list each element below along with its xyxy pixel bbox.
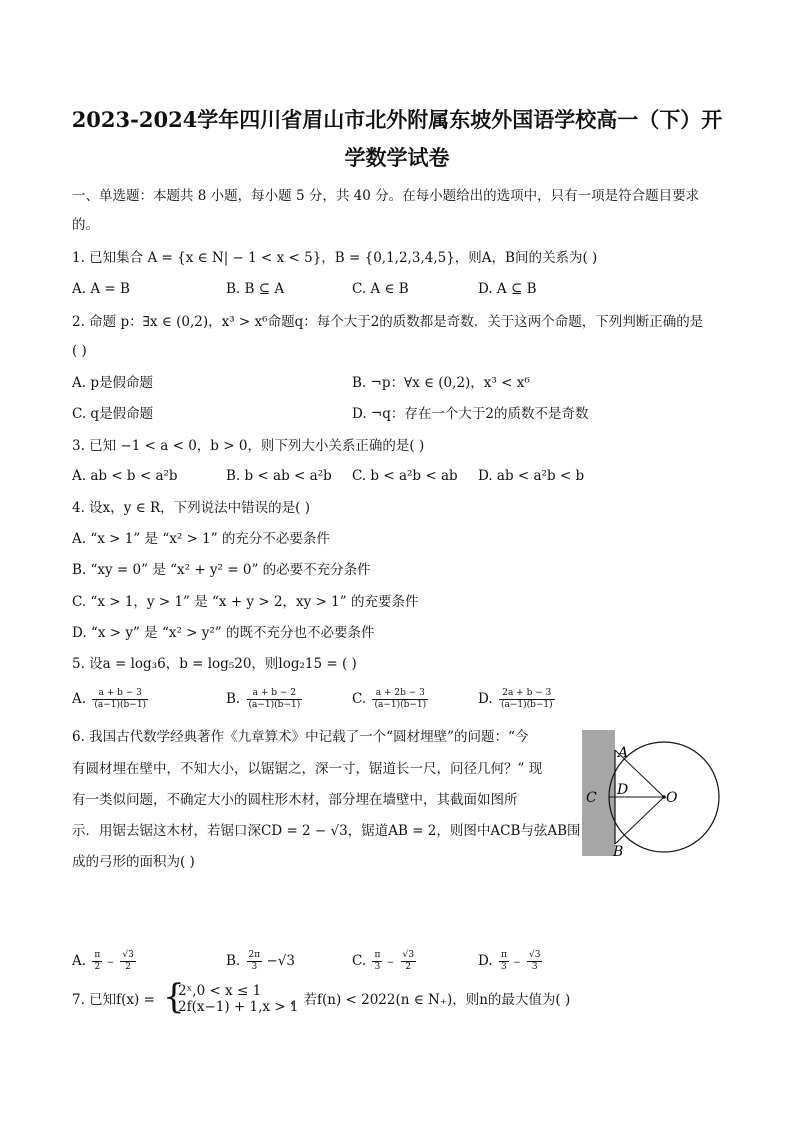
q5-option-c-numerator: a + 2b − 3 [372, 688, 428, 700]
q5-option-c-fraction [372, 688, 428, 711]
q4-stem: 4. 设x，y ∈ R，下列说法中错误的是( ) [72, 500, 310, 516]
q3-option-d: D. ab < a²b < b [478, 468, 585, 484]
q5-option-b-label: B. [226, 691, 241, 707]
section1-header-line1: 一、单选题：本题共 8 小题，每小题 5 分，共 40 分。在每小题给出的选项中，只有一项是符合题目要求 [72, 188, 700, 204]
q6-d-frac1-num: π [500, 950, 507, 960]
q5-stem: 5. 设a = log₃6，b = log₅20，则log₂15 = ( ) [72, 656, 357, 672]
q4-option-d: D. “x > y” 是 “x² > y²” 的既不充分也不必要条件 [72, 625, 375, 641]
q4-option-c: C. “x > 1，y > 1” 是 “x + y > 2，xy > 1” 的充要条件 [72, 594, 419, 610]
q6-stem-line4: 示．用锯去锯这木材，若锯口深CD = 2 − √3，锯道AB = 2，则图中ACB与弦AB围 [72, 823, 581, 839]
q6-stem-line5: 成的弓形的面积为( ) [72, 854, 195, 870]
q5-option-c-denominator: (a−1)(b−1) [374, 700, 427, 710]
q6-option-c-frac2 [401, 950, 416, 973]
q2-option-d: D. ¬q：存在一个大于2的质数不是奇数 [352, 406, 589, 422]
q1-stem: 1. 已知集合 A = {x ∈ N| − 1 < x < 5}，B = {0,1,2,3,4,5}，则A，B间的关系为( ) [72, 250, 598, 266]
q6-option-b-rest: −√3 [266, 953, 295, 969]
q5-option-a-denominator: (a−1)(b−1) [94, 700, 147, 710]
q6-option-d [478, 950, 542, 973]
q6-c-frac2-den: 2 [405, 962, 412, 972]
q1-option-d: D. A ⊆ B [478, 281, 537, 297]
q1-option-a: A. A = B [72, 281, 130, 297]
q6-c-frac1-den: 3 [374, 962, 381, 972]
label-b: B [613, 844, 624, 858]
q4-option-a: A. “x > 1” 是 “x² > 1” 的充分不必要条件 [72, 531, 330, 547]
q6-option-d-minus: − [513, 958, 521, 968]
q6-option-c [352, 950, 416, 973]
q6-b-frac1-num: 2π [248, 950, 261, 960]
q2-stem-line2: ( ) [72, 343, 87, 359]
q6-option-d-frac2 [527, 950, 542, 973]
q5-option-b [226, 688, 302, 711]
radius-ob [615, 797, 664, 844]
q7-piece1: 2ˣ,0 < x ≤ 1 [178, 983, 262, 999]
q6-d-frac1-den: 3 [501, 962, 507, 972]
q6-option-c-frac1 [372, 950, 382, 973]
q6-option-a-frac1 [92, 950, 102, 973]
q5-option-d-numerator: 2a + b − 3 [499, 688, 555, 700]
q5-option-a-fraction [92, 688, 148, 711]
q5-option-c [352, 688, 428, 711]
q6-stem-line3: 有一类似问题，不确定大小的圆柱形木材，部分埋在墙壁中，其截面如图所 [72, 792, 518, 808]
q3-stem: 3. 已知 −1 < a < 0，b > 0，则下列大小关系正确的是( ) [72, 438, 425, 454]
q7-piece2: 2f(x−1) + 1,x > 1 [178, 999, 299, 1015]
exam-title-line1: 2023-2024学年四川省眉山市北外附属东坡外国语学校高一（下）开 [71, 107, 723, 132]
q6-option-b [226, 950, 295, 973]
q5-option-d-fraction [499, 688, 555, 711]
exam-title-line2: 学数学试卷 [344, 145, 450, 170]
q5-option-b-fraction [247, 688, 303, 711]
q5-option-d-label: D. [478, 691, 493, 707]
q2-option-a: A. p是假命题 [72, 375, 153, 391]
q5-option-a-numerator: a + b − 3 [92, 688, 148, 700]
q6-a-frac2-den: 2 [125, 962, 131, 972]
q6-option-d-frac1 [499, 950, 509, 973]
q6-option-d-label: D. [478, 953, 493, 969]
q5-option-a-label: A. [72, 691, 87, 707]
q6-d-frac2-den: 3 [531, 962, 538, 972]
q3-option-b: B. b < ab < a²b [226, 468, 332, 484]
q6-stem-line2: 有圆材埋在壁中，不知大小，以锯锯之，深一寸，锯道长一尺，问径几何？” 现 [72, 761, 543, 777]
q6-option-a [72, 950, 136, 973]
q6-c-frac1-num: π [374, 950, 381, 960]
q6-stem-line1: 6. 我国古代数学经典著作《九章算术》中记载了一个“圆材埋壁”的问题：“今 [72, 729, 529, 745]
q5-option-c-label: C. [352, 691, 367, 707]
q6-option-a-frac2 [120, 950, 135, 973]
q5-option-a [72, 688, 148, 711]
q2-option-b: B. ¬p：∀x ∈ (0,2)，x³ < x⁶ [352, 375, 530, 391]
q6-option-c-minus: − [386, 958, 395, 968]
q5-option-b-numerator: a + b − 2 [247, 688, 303, 700]
label-a: A [618, 745, 629, 761]
q2-stem-line1: 2. 命题 p：∃x ∈ (0,2)，x³ > x⁶命题q：每个大于2的质数都是奇数．关于这两个命题，下列判断正确的是 [72, 314, 704, 330]
q6-option-a-label: A. [72, 953, 87, 969]
q6-a-frac2-num: √3 [122, 950, 134, 960]
q6-c-frac2-num: √3 [402, 950, 414, 960]
q6-option-c-label: C. [352, 953, 367, 969]
q3-option-a: A. ab < b < a²b [72, 468, 178, 484]
q6-option-a-minus: − [106, 958, 115, 968]
q5-option-d-denominator: (a−1)(b−1) [500, 700, 553, 710]
label-o: O [666, 790, 678, 806]
q7-brace: { [163, 977, 185, 1017]
q6-option-b-label: B. [226, 953, 241, 969]
q7-prefix: 7. 已知f(x) = [72, 992, 155, 1008]
q6-option-b-frac1 [247, 950, 263, 973]
q6-b-frac1-den: 3 [251, 962, 258, 972]
q6-a-frac1-num: π [94, 950, 101, 960]
label-c: C [586, 790, 597, 806]
q6-d-frac2-num: √3 [529, 950, 541, 960]
q2-option-c: C. q是假命题 [72, 406, 154, 422]
q6-a-frac1-den: 2 [94, 962, 101, 972]
q5-option-d [478, 688, 555, 711]
label-d: D [617, 782, 629, 798]
q1-option-b: B. B ⊆ A [226, 281, 285, 297]
section1-header-line2: 的。 [72, 217, 99, 233]
q1-option-c: C. A ∈ B [352, 281, 409, 297]
q7-suffix: ，若f(n) < 2022(n ∈ N₊)，则n的最大值为( ) [290, 992, 571, 1008]
q4-option-b: B. “xy = 0” 是 “x² + y² = 0” 的必要不充分条件 [72, 562, 371, 578]
q6-circle-wall-figure [580, 728, 730, 858]
q5-option-b-denominator: (a−1)(b−1) [248, 700, 301, 710]
q3-option-c: C. b < a²b < ab [352, 468, 458, 484]
